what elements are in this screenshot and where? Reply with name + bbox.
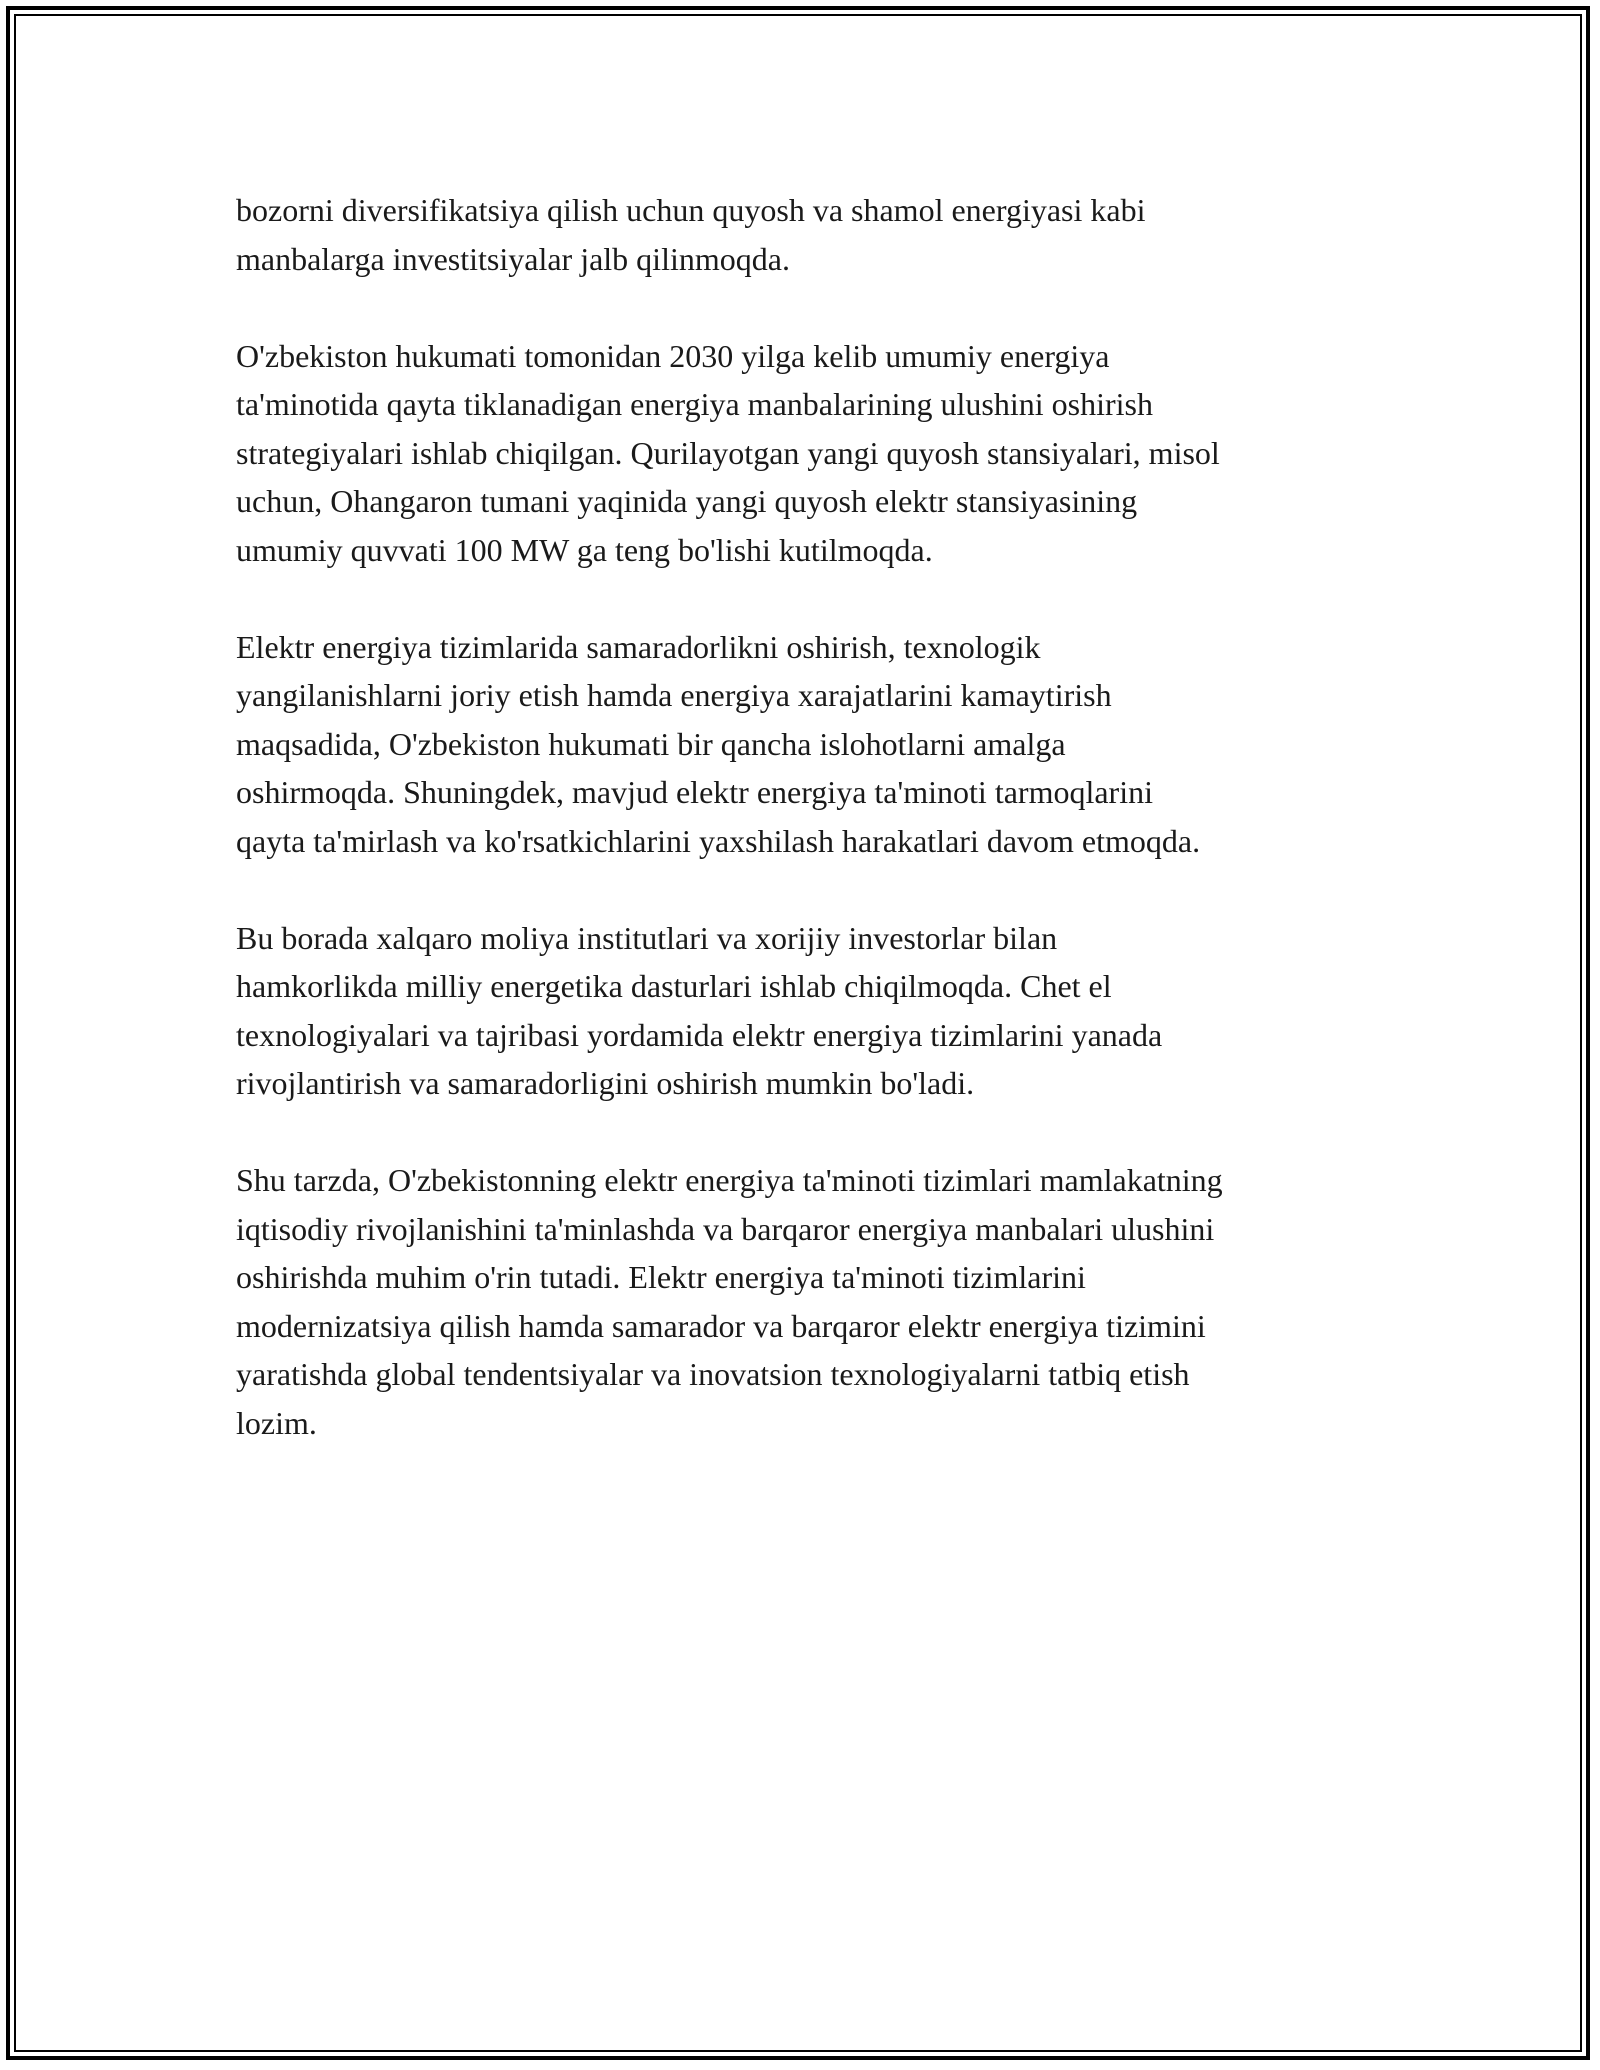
- text-line: yaratishda global tendentsiyalar va inovatsion texnologiyalarni tatbiq etish: [236, 1356, 1190, 1392]
- text-line: manbalarga investitsiyalar jalb qilinmoqda.: [236, 240, 790, 277]
- text-line: modernizatsiya qilish hamda samarador va barqaror elektr energiya tizimini: [236, 1307, 1206, 1344]
- text-line: strategiyalari ishlab chiqilgan. Qurilayotgan yangi quyosh stansiyalari, misol: [236, 434, 1220, 471]
- text-line: rivojlantirish va samaradorligini oshirish mumkin bo'ladi.: [236, 1065, 975, 1101]
- text-line: Bu borada xalqaro moliya institutlari va xorijiy investorlar bilan: [236, 919, 1058, 956]
- text-line: hamkorlikda milliy energetika dasturlari ishlab chiqilmoqda. Chet el: [236, 968, 1112, 1004]
- text-line: ta'minotida qayta tiklanadigan energiya manbalarining ulushini oshirish: [236, 386, 1153, 422]
- text-line: oshirishda muhim o'rin tutadi. Elektr energiya ta'minoti tizimlarini: [236, 1259, 1086, 1295]
- text-line: Shu tarzda, O'zbekistonning elektr energiya ta'minoti tizimlari mamlakatning: [236, 1162, 1223, 1198]
- text-line: oshirmoqda. Shuningdek, mavjud elektr energiya ta'minoti tarmoqlarini: [236, 774, 1153, 810]
- paragraph-5: [236, 1156, 1376, 1447]
- text-line: bozorni diversifikatsiya qilish uchun quyosh va shamol energiyasi kabi: [236, 192, 1146, 228]
- paragraph-2: [236, 332, 1376, 575]
- paragraph-3: [236, 623, 1376, 866]
- text-line: qayta ta'mirlash va ko'rsatkichlarini yaxshilash harakatlari davom etmoqda.: [236, 822, 1201, 859]
- paragraph-1: [236, 186, 1376, 283]
- document-body: [236, 186, 1376, 1496]
- paragraph-4: [236, 914, 1376, 1108]
- text-line: iqtisodiy rivojlanishini ta'minlashda va barqaror energiya manbalari ulushini: [236, 1210, 1215, 1247]
- text-line: lozim.: [236, 1404, 317, 1441]
- text-line: Elektr energiya tizimlarida samaradorlikni oshirish, texnologik: [236, 628, 1041, 665]
- text-line: umumiy quvvati 100 MW ga teng bo'lishi kutilmoqda.: [236, 531, 933, 568]
- text-line: O'zbekiston hukumati tomonidan 2030 yilga kelib umumiy energiya: [236, 337, 1110, 374]
- text-line: yangilanishlarni joriy etish hamda energiya xarajatlarini kamaytirish: [236, 677, 1112, 713]
- text-line: maqsadida, O'zbekiston hukumati bir qancha islohotlarni amalga: [236, 725, 1066, 762]
- text-line: texnologiyalari va tajribasi yordamida elektr energiya tizimlarini yanada: [236, 1016, 1163, 1053]
- text-line: uchun, Ohangaron tumani yaqinida yangi quyosh elektr stansiyasining: [236, 483, 1138, 519]
